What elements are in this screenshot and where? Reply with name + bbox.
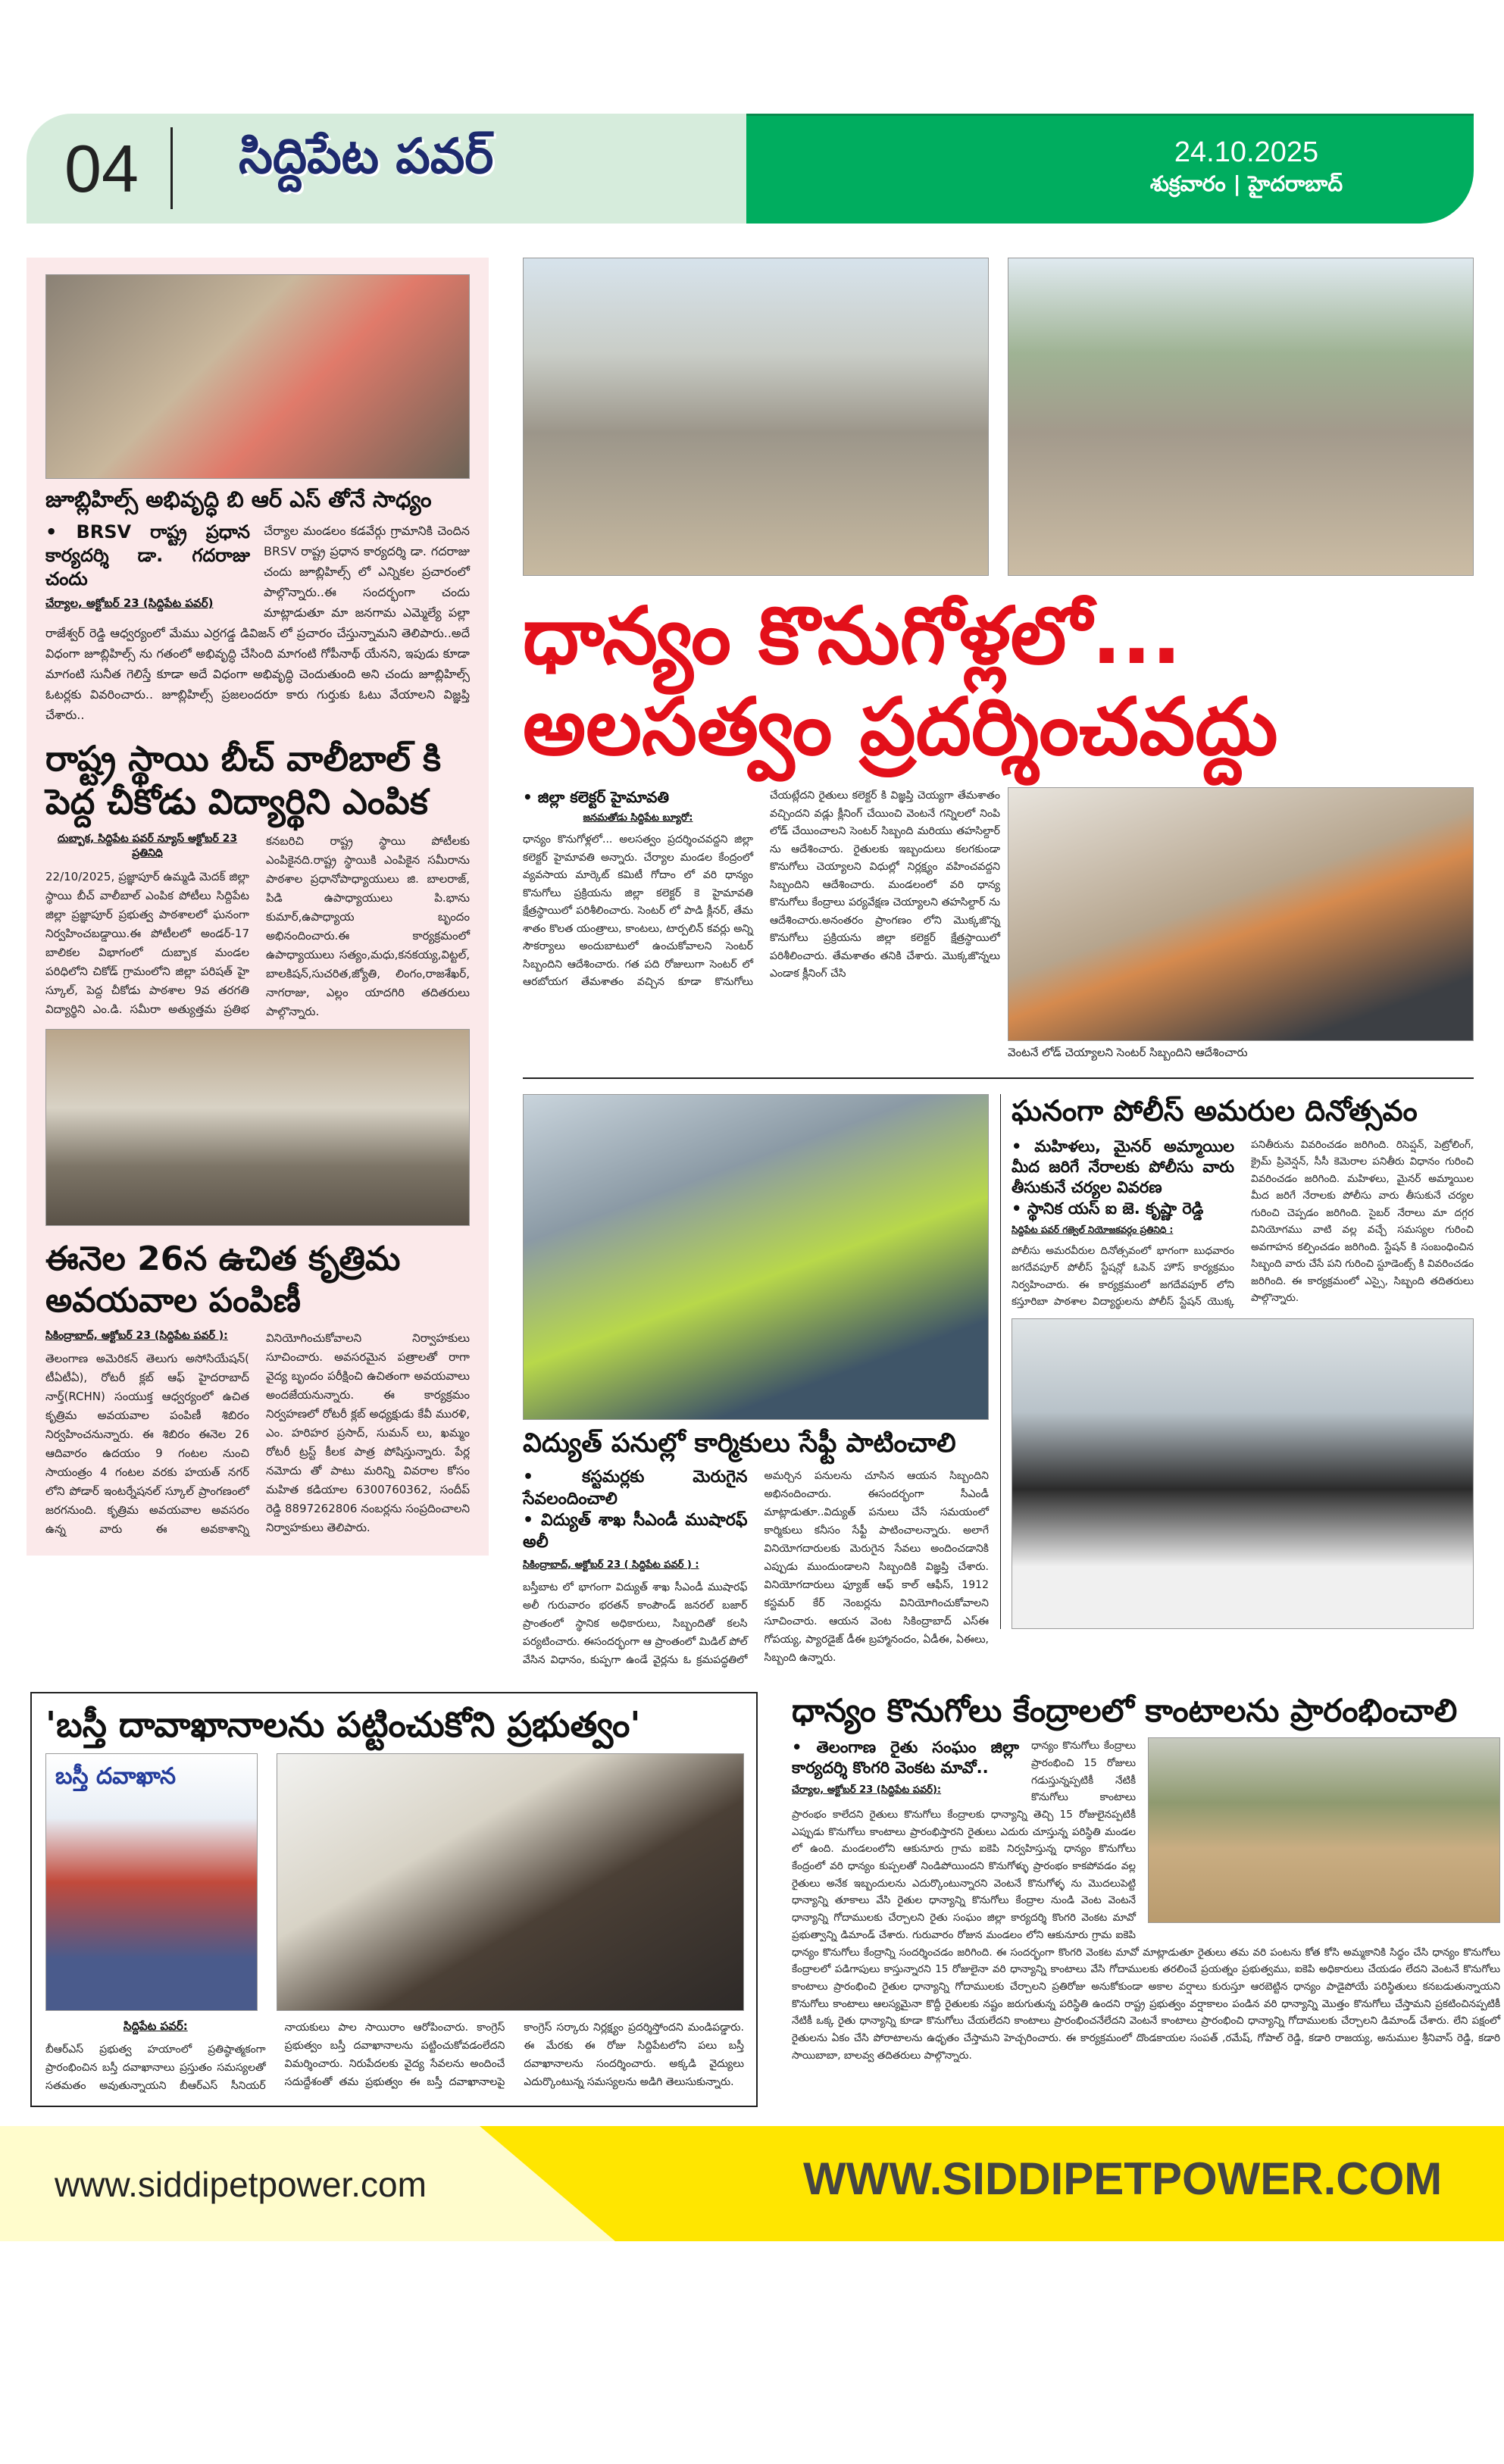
page-header	[0, 0, 1504, 224]
right-area	[523, 258, 1474, 1669]
body-electric	[523, 1467, 989, 1669]
bullet-item: • BRSV రాష్ట్ర ప్రధాన కార్యదర్శి డా. గదరాజు చందు	[45, 521, 250, 592]
photo-basti-dawakhana-sign	[45, 1753, 258, 2011]
body-text: పోలీసు అమరవీరుల దినోత్సవంలో భాగంగా బుధవారం జగదేవపూర్ పోలీస్ స్టేషన్లో ఓపెన్ హౌస్ కార్యక్రమం నిర్వహించారు. ఈ కార్యక్రమంలో జగదేవపూర్ లోని కస్తూరిబా పాఠశాల విద్యార్థులను పోలీస్ స్టేషన్ యొక్క పనితీరును వివరించడం జరిగింది. రిసెప్షన్, పెట్రోలింగ్, క్రైమ్ ప్రివెన్షన్, సీసీ కెమెరాల పనితీరు విధానం గురించి వివరించడం జరిగింది. మహిళలు, మైనర్ అమ్మాయిల మీద జరిగే నేరాలకు పోలీసు వారు తీసుకునే చర్యల గురించి చెప్పడం జరిగింది. సైబర్ నేరాలు మా దగ్గర వినియోగము వాటి వల్ల వచ్చే సమస్యల గురించి అవగాహన కల్పించడం జరిగింది. స్టేషన్ కి సంబంధించిన సిబ్బంది వారు చేసే పని గురించి స్టూడెంట్స్ కి వివరించడం జరిగింది. ఈ కార్యక్రమంలో ఎస్సై, సిబ్బంది తదితరులు పాల్గొన్నారు.	[1012, 1138, 1474, 1309]
body-volleyball	[45, 832, 470, 1021]
dateline-volleyball: దుబ్బాక, సిద్దిపేట పవర్ న్యూస్ అక్టోబర్ 23 ప్రతినిధి	[57, 832, 238, 860]
lead-headline-line1: ధాన్యం కొనుగోళ్లలో...	[523, 589, 1182, 682]
body-text: ధాన్యం కొనుగోలు కేంద్రాలు ప్రారంభించి 15 రోజులు గడుస్తున్నప్పటికీ నేటికీ కొనుగోలు కాంటాలు ప్రారంభం కాలేదని రైతులు కొనుగోలు కేంద్రాలకు ధాన్యాన్ని తెచ్చి 15 రోజులైనప్పటికీ ఎప్పుడు కొనుగోలు కాంటాలు ప్రారంభిస్తారని రైతులు ఎదురు చూస్తున్న పరిస్థితి మండల లో ఉంది. మండలంలోని ఆకునూరు గ్రామ ఐకెపి నిర్వహిస్తున్న ధాన్యం కొనుగోలు కేంద్రంలో వరి ధాన్యం కుప్పలతో నిండిపోయిందని కొనుగోళ్ళు ప్రారంభం కాకపోవడం వల్ల రైతులు అనేక ఇబ్బందులను ఎదుర్కొంటున్నారని వెంటనే కొనుగోళ్ళ ను మొదలుపెట్టి ధాన్యాన్ని తూకాలు వేసి రైతుల ధాన్యాన్ని కొనుగోలు కేంద్రాల నుండి వెంట వెంటనే ధాన్యాన్ని గోదాములకు చేర్చాలని రైతు సంఘం జిల్లా కార్యదర్శి కొంగరి వెంకట మావో ప్రభుత్వాన్ని డిమాండ్ చేశారు. గురువారం రోజున మండలం లోని ఆకునూరు గ్రామ ఐకెపి ధాన్యం కొనుగోలు కేంద్రాన్ని సందర్శించడం జరిగింది. ఈ సందర్భంగా కొంగరి వెంకట మావో మాట్లాడుతూ రైతులు తమ వరి పంటను కోత కోసి అమ్మకానికి సిద్ధం చేసి ధాన్యం కొనుగోలు కేంద్రాలలో పడిగాపులు కాస్తున్నారని 15 రోజులైనా వరి ధాన్యాన్ని కాంటాలు వేసి గోదాములకు తరలించే ప్రయత్నం ప్రభుత్వము, ఐకెపి అధికారులు చేయడం లేదని వెంటనే కొనుగోలు కాంటాలు ప్రారంభించి రైతుల ధాన్యాన్ని గోదాములకు చేర్చాలని ప్రతిరోజు అనుకోకుండా అకాల వర్షాలు కురుస్తూ ఆరబెట్టిన ధాన్యం పాడైపోయే పరిస్థితులు కనబడుతున్నాయని కొనుగోలు కాంటాలు ఆలస్యమైనా కొద్దీ రైతులకు నష్టం జరుగుతున్న పరిస్థితి ఉందని రాష్ట్ర ప్రభుత్వం వర్షాకాలం పండిన వరి ధాన్యాన్ని మొత్తం కొనుగోలు చేస్తామని ప్రకటించినప్పటికీ నేటికీ ఒక్క రైతు ధాన్యాన్ని కూడా కొనుగోలు చేయలేదని కాంటాలు ప్రారంభించనేలేదని వెంటనే కాంటాలు ప్రారంభించి ధాన్యాన్ని గోదాములకు చేర్చాలని డిమాండ్ చేశారు. లేని పక్షంలో రైతులను ఏకం చేసి పోరాటాలను ఉధృతం చేస్తామని హెచ్చరించారు. ఈ కార్యక్రమంలో దొండకాయల సంపత్ ,రమేష్, గోపాల్ రెడ్డి, కడారి రాజయ్య, అనుముల శ్రీనివాస్ రెడ్డి, కడారి సాయిబాబా, బాలవ్వ తదితరులు పాల్గొన్నారు.	[792, 1740, 1500, 2062]
headline-jubilee: జూబ్లిహిల్స్ అభివృద్ధి బి ఆర్ ఎస్ తోనే సాధ్యం	[45, 486, 432, 512]
body-police	[1012, 1137, 1474, 1311]
photo-sign-text: బస్తీ దవాఖాన	[55, 1762, 177, 1790]
issue-day-place: శుక్రవారం | హైదరాబాద్	[1149, 171, 1343, 196]
story-kantalu	[792, 1692, 1500, 2065]
body-text: తెలంగాణ అమెరికన్ తెలుగు అసోసియేషన్( టీఏటీఏ), రోటరీ క్లబ్ ఆఫ్ హైదరాబాద్ నార్త్(RCHN) సంయుక్త ఆధ్వర్యంలో ఉచిత కృత్రిమ అవయవాల పంపిణీ శిబిరం నిర్వహించనున్నారు. ఈ శిబిరం ఈనెల 26 ఆదివారం ఉదయం 9 గంటల నుంచి సాయంత్రం 4 గంటల వరకు హయత్ నగర్ లోని పోడార్ ఇంటర్నేషనల్ స్కూల్ ప్రాంగణంలో జరగనుంది. కృత్రిమ అవయవాల అవసరం ఉన్న వారు ఈ అవకాశాన్ని వినియోగించుకోవాలని నిర్వాహకులు సూచించారు. అవసరమైన పత్రాలతో రాగా వైద్య బృందం పరీక్షించి ఉచితంగా అవయవాలు అందజేయనున్నారు. ఈ కార్యక్రమం నిర్వహణలో రోటరీ క్లబ్ అధ్యక్షుడు కేవీ మురళి, ఎం. హరిహర ప్రసాద్, సుమన్ లు, ఖమ్మం రోటరీ ట్రస్ట్ కీలక పాత్ర పోషిస్తున్నారు. పేర్ల నమోదు తో పాటు మరిన్ని వివరాల కోసం మహిత కడియాల 6300760362, సందీప్ రెడ్డి 8897262806 నంబర్లను సంప్రదించాలని నిర్వాహకులు తెలిపారు.	[45, 1330, 470, 1537]
bullets-electric	[523, 1467, 748, 1553]
dateline-jubilee: చేర్యాల, అక్టోబర్ 23 (సిద్దిపేట పవర్)	[45, 596, 214, 611]
footer-website-link[interactable]: www.siddipetpower.com	[55, 2164, 427, 2204]
body-basti	[45, 2018, 744, 2095]
top-photos	[523, 258, 1474, 576]
page-number: 04	[64, 131, 139, 206]
left-column	[27, 258, 489, 1556]
jubilee-header-block	[45, 521, 250, 618]
middle-row	[523, 1094, 1474, 1669]
bullet-item: • స్థానిక యస్ ఐ జె. కృష్ణా రెడ్డి	[1012, 1199, 1234, 1219]
body-limbs	[45, 1329, 470, 1540]
header-right-band	[746, 114, 1474, 224]
bullets-police	[1012, 1137, 1234, 1219]
story-police	[1000, 1094, 1474, 1629]
headline-police: ఘనంగా పోలీస్ అమరుల దినోత్సవం	[1012, 1094, 1418, 1128]
photo-collector-inspection-2	[1008, 258, 1474, 576]
bullets-jubilee	[45, 521, 250, 592]
body-kantalu	[792, 1737, 1500, 2064]
divider	[170, 127, 173, 209]
page-footer	[0, 2126, 1504, 2241]
dateline-police: సిద్దిపేట పవర్ గజ్వెల్ నియోజకవర్గం ప్రతినిధి :	[1012, 1224, 1174, 1235]
headline-basti: 'బస్తీ దావాఖానాలను పట్టించుకోని ప్రభుత్వం'	[45, 1703, 641, 1745]
basti-story-box	[30, 1692, 758, 2107]
photo-collector-checking-grain	[1008, 787, 1474, 1041]
headline-limbs: ఈనెల 26న ఉచిత కృత్రిమ అవయవాల పంపిణీ	[45, 1239, 401, 1320]
dateline-kantalu: చేర్యాల, అక్టోబర్ 23 (సిద్దిపేట పవర్):	[792, 1784, 942, 1796]
kantalu-header-block	[792, 1737, 1019, 1803]
body-lead	[523, 787, 1000, 992]
masthead-title: సిద్దిపేట పవర్	[239, 129, 494, 185]
lead-headline	[523, 591, 1474, 772]
dateline-electric: సికింద్రాబాద్, అక్టోబర్ 23 ( సిద్దిపేట పవర్ ) :	[523, 1559, 699, 1571]
issue-date: 24.10.2025	[1174, 136, 1319, 168]
basti-photos	[45, 1753, 744, 2011]
bullets-lead	[523, 787, 753, 807]
story-electric	[523, 1094, 989, 1669]
body-text: చేర్యాల మండలం కడవేర్గు గ్రామానికి చెందిన BRSV రాష్ట్ర ప్రధాన కార్యదర్శి డా. గదరాజు చందు జూబ్లిహిల్స్ లో ఎన్నికల ప్రచారంలో పాల్గొన్నారు..ఈ సందర్భంగా చందు మాట్లాడుతూ మా జనగామ ఎమ్మెల్యే పల్లా రాజేశ్వర్ రెడ్డి ఆధ్వర్యంలో మేము ఎర్రగడ్డ డివిజన్ లో ప్రచారం చేస్తున్నామని తెలిపారు..అదే విధంగా జూబ్లిహిల్స్ ను గతంలో అభివృద్ధి చేసింది మాగంటి గోపీనాథ్ యేనని, ఇపుడు కూడా మాగంటి సునీత గెలిస్తే కూడా అదే విధంగా అభివృద్ధి చెందుతుంది అని చందు జూబ్లిహిల్స్ ఓటర్లకు వివరించారు.. జూబ్లిహిల్స్ ప్రజలందరూ కారు గుర్తుకు ఓటు వేయాలని విజ్ఞప్తి చేశారు..	[45, 523, 470, 722]
bottom-section	[30, 1692, 1504, 2107]
bullet-item: • జిల్లా కలెక్టర్ హైమావతి	[523, 787, 753, 807]
bullet-item: • విద్యుత్ శాఖ సీఎండీ ముషారఫ్ అలీ	[523, 1510, 748, 1553]
lead-headline-line2: అలసత్వం ప్రదర్శించవద్దు	[523, 680, 1278, 773]
photo-caption-lead: వెంటనే లోడ్ చెయ్యాలని సెంటర్ సిబ్బందిని ఆదేశించారు	[1008, 1046, 1248, 1060]
body-jubilee	[45, 521, 470, 725]
upper-section	[27, 258, 1504, 1669]
photo-kantalu-farmers	[1148, 1737, 1500, 1923]
dateline-limbs: సికింద్రాబాద్, అక్టోబర్ 23 (సిద్దిపేట పవర్ ):	[45, 1329, 228, 1342]
body-text: బీఆర్ఎస్ ప్రభుత్వ హయాంలో ప్రతిష్ఠాత్మకంగా ప్రారంభించిన బస్తీ దవాఖానాలు ప్రస్తుతం సమస్యలతో సతమతం అవుతున్నాయని బీఆర్ఎస్ సీనియర్ నాయకులు పాల సాయిరాం ఆరోపించారు. కాంగ్రెస్ ప్రభుత్వం బస్తీ దవాఖానాలను పట్టించుకోవడంలేదని విమర్శించారు. నిరుపేదలకు వైద్య సేవలను అందించే సదుద్దేశంతో తమ ప్రభుత్వం ఈ బస్తీ దవాఖానాలపై కాంగ్రెస్ సర్కారు నిర్లక్ష్యం ప్రదర్శిస్తోందని మండిపడ్డారు. ఈ మేరకు ఈ రోజు సిద్దిపేటలోని పలు బస్తీ దవాఖానాలను సందర్శించారు. అక్కడి వైద్యులు ఎదుర్కొంటున్న సమస్యలను అడిగి తెలుసుకున్నారు.	[45, 2021, 744, 2092]
section-divider	[523, 1077, 1474, 1079]
photo-jubilee-campaign	[45, 274, 470, 479]
photo-collector-inspection-1	[523, 258, 989, 576]
lead-photo-block	[1008, 787, 1474, 1062]
dateline-lead: జనమతోడు సిద్దిపేట బ్యూరో:	[583, 812, 693, 824]
photo-basti-clinic-visit	[277, 1753, 744, 2011]
bullet-item: • మహిళలు, మైనర్ అమ్మాయిల మీద జరిగే నేరాలకు పోలీసు వారు తీసుకునే చర్యల వివరణ	[1012, 1137, 1234, 1199]
body-text: ధాన్యం కొనుగోళ్లలో... అలసత్వం ప్రదర్శించవద్దని జిల్లా కలెక్టర్ హైమావతి అన్నారు. చేర్యాల మండల కేంద్రంలో వ్యవసాయ మార్కెట్ కమిటీ గోదాం లో వరి ధాన్యం కొనుగోలు ప్రక్రియను జిల్లా కలెక్టర్ కె హైమావతి క్షేత్రస్థాయిలో పరిశీలించారు. సెంటర్ లో పాడి క్లీనర్, తేమ శాతం కొలత యంత్రాలు, కాంటలు, టార్పలిన్ కవర్లు అన్ని సౌకర్యాలు అందుబాటులో ఉంచుకోవాలని సెంటర్ సిబ్బందిని ఆదేశించారు. గత పది రోజులుగా సెంటర్ లో ఆరబోయగ తేమశాతం వచ్చిన కూడా కొనుగోలు చేయట్లేదని రైతులు కలెక్టర్ కి విజ్ఞప్తి చెయ్యగా తేమశాతం వచ్చిందని వడ్లు క్లీనింగ్ చేయించి వెంటనే గన్నిలలో నింపి లోడ్ చేయించాలని సెంటర్ సిబ్బంది మరియు తహసిల్దార్ ను ఆదేశించారు. రైతులకు ఇబ్బందులు కలగకుండా కొనుగోలు చెయ్యాలని విధుల్లో నిర్లక్ష్యం వహించవద్దని సిబ్బందిని ఆదేశించారు. మండలంలో వరి ధాన్య కొనుగోలు కేంద్రాలు పర్యవేక్షణ చెయ్యాలని తహసిల్దార్ ను ఆదేశించారు.అనంతరం ప్రాంగణం లోని మొక్కజొన్న కొనుగోలు ప్రక్రియను జిల్లా కలెక్టర్ క్షేత్రస్థాయిలో పరిశీలించారు. తేమశాతం తనికి చేశారు. మొక్కజొన్నలు ఎండాక క్లీనింగ్ చేసి	[523, 790, 1000, 989]
bullets-kantalu	[792, 1737, 1019, 1779]
headline-kantalu: ధాన్యం కొనుగోలు కేంద్రాలలో కాంటాలను ప్రారంభించాలి	[792, 1691, 1458, 1729]
photo-police-open-house	[1012, 1318, 1474, 1629]
footer-website-banner[interactable]: WWW.SIDDIPETPOWER.COM	[803, 2153, 1443, 2204]
photo-electric-cmd-visit	[523, 1094, 989, 1420]
bullet-item: • కస్టమర్లకు మెరుగైన సేవలందించాలి	[523, 1467, 748, 1510]
lead-story-row	[523, 787, 1474, 1062]
bullet-item: • తెలంగాణ రైతు సంఘం జిల్లా కార్యదర్శి కొంగరి వెంకట మావో..	[792, 1737, 1019, 1779]
body-text: 22/10/2025, ప్రజ్ఞాపూర్ ఉమ్మడి మెదక్ జిల్లా స్థాయి బీచ్ వాలీబాల్ ఎంపిక పోటీలు సిద్దిపేట జిల్లా ప్రజ్ఞాపూర్ ప్రభుత్వ పాఠశాలలో ఘనంగా నిర్వహించబడ్డాయి.ఈ పోటీలలో అండర్-17 బాలికల విభాగంలో దుబ్బాక మండల పరిధిలోని చికోడ్ గ్రామంలోని జిల్లా పరిషత్ హై స్కూల్, పెద్ద చీకోడు పాఠశాల 9వ తరగతి విద్యార్థిని ఎం.డి. సమీరా అత్యుత్తమ ప్రతిభ కనబరిచి రాష్ట్ర స్థాయి పోటీలకు ఎంపికైనది.రాష్ట్ర స్థాయికి ఎంపికైన సమీరాను పాఠశాల ప్రధానోపాధ్యాయులు జి. బాలరాజ్, పిడి ఉపాధ్యాయులు పి.భాను కుమార్,ఉపాధ్యాయ బృందం అభినందించారు.ఈ కార్యక్రమంలో ఉపాధ్యాయులు సత్యం,మధు,కనకయ్య,విట్టల్, బాలకిషన్,సుచరిత,జ్యోతి, లింగం,రాజశేఖర్, నాగరాజు, ఎల్లం యాదగిరి తదితరులు పాల్గొన్నారు.	[45, 833, 470, 1018]
dateline-basti: సిద్దిపేట పవర్:	[123, 2018, 188, 2033]
body-text: బస్తీబాట లో భాగంగా విద్యుత్ శాఖ సీఎండీ ముషారఫ్ అలీ గురువారం భరతన్ కాంపౌండ్ జనరల్ బజార్ ప్రాంతంలో స్థానిక అధికారులు, సిబ్బందితో కలసి పర్యటించారు. ఈసందర్భంగా ఆ ప్రాంతంలో మిడిల్ పోల్ వేసిన విధానం, కుప్పగా ఉండే వైర్లను ఓ క్రమపద్ధతిలో అమర్చిన పనులను చూసిన ఆయన సిబ్బందిని అభినందించారు. ఈసందర్భంగా సీఎండీ మాట్లాడుతూ..విద్యుత్ పనులు చేసే సమయంలో కార్మికులు కనీసం సేఫ్టీ పాటించాలన్నారు. అలాగే వినియోగదారులకు మెరుగైన సేవలు అందించడానికి ఎప్పుడు ముందుండాలని సిబ్బందికి విజ్ఞప్తి చేశారు. వినియోగదారులు ఫ్యూజ్ ఆఫ్ కాల్ ఆఫీస్, 1912 కస్టమర్ కేర్ నెంబర్లను వినియోగించుకోవాలని సూచించారు. ఆయన వెంట సికింద్రాబాద్ ఎస్ఈ గోపయ్య, ప్యారడైజ్ డీఈ బ్రహ్మానందం, ఏడీఈ, ఏఈలు, సిబ్బంది ఉన్నారు.	[523, 1470, 989, 1666]
headline-volleyball: రాష్ట్ర స్థాయి బీచ్ వాలీబాల్ కి పెద్ద చీకోడు విద్యార్థిని ఎంపిక	[45, 737, 442, 823]
photo-volleyball-felicitation	[45, 1029, 470, 1226]
headline-electric: విద్యుత్ పనుల్లో కార్మికులు సేఫ్టీ పాటించాలి	[523, 1428, 956, 1459]
